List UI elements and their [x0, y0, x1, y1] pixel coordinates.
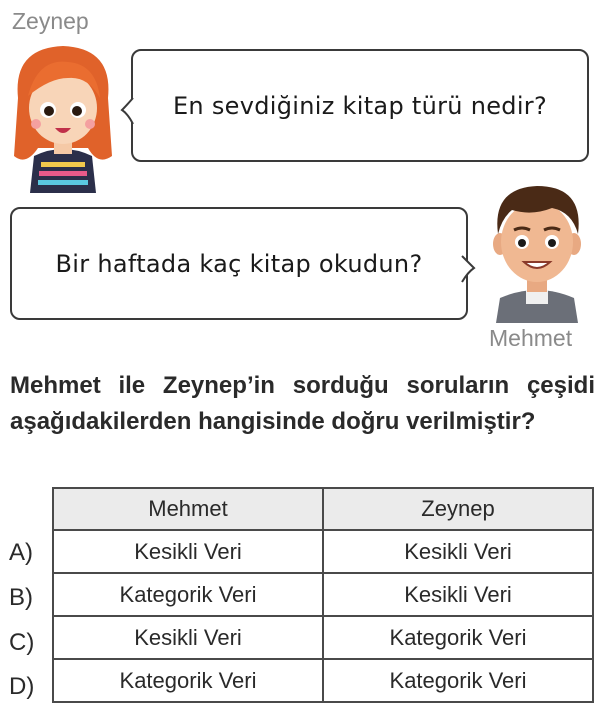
zeynep-avatar [8, 38, 118, 193]
table-row [53, 659, 593, 702]
header-mehmet: Mehmet [53, 488, 323, 530]
zeynep-speech-bubble [131, 49, 589, 162]
mehmet-question: Bir haftada kaç kitap okudun? [55, 249, 423, 278]
option-d-mehmet: Kategorik Veri [53, 659, 323, 702]
option-c-mehmet: Kesikli Veri [53, 616, 323, 659]
option-d-letter[interactable]: D) [9, 673, 35, 700]
zeynep-question: En sevdiğiniz kitap türü nedir? [172, 91, 548, 120]
option-c-letter[interactable]: C) [9, 629, 35, 656]
option-c-zeynep: Kategorik Veri [323, 616, 593, 659]
mehmet-avatar [482, 178, 592, 323]
table-row [53, 530, 593, 573]
mehmet-name-label: Mehmet [489, 325, 573, 351]
table-row [53, 616, 593, 659]
zeynep-name-label: Zeynep [12, 8, 89, 34]
option-d-zeynep: Kategorik Veri [323, 659, 593, 702]
zeynep-bubble-tail [118, 96, 134, 126]
mehmet-bubble-tail [460, 254, 478, 284]
option-b-zeynep: Kesikli Veri [323, 573, 593, 616]
mehmet-speech-bubble [10, 207, 468, 320]
option-b-mehmet: Kategorik Veri [53, 573, 323, 616]
header-zeynep: Zeynep [323, 488, 593, 530]
option-a-letter[interactable]: A) [9, 539, 33, 566]
option-a-mehmet: Kesikli Veri [53, 530, 323, 573]
question-text: Mehmet ile Zeynep’in sorduğu soruların çeşidi aşağıdakilerden hangisinde doğru verilmiştir? [10, 372, 595, 435]
option-a-zeynep: Kesikli Veri [323, 530, 593, 573]
table-header-row [53, 488, 593, 530]
table-row [53, 573, 593, 616]
option-b-letter[interactable]: B) [9, 584, 33, 611]
answer-options-table [52, 487, 594, 703]
